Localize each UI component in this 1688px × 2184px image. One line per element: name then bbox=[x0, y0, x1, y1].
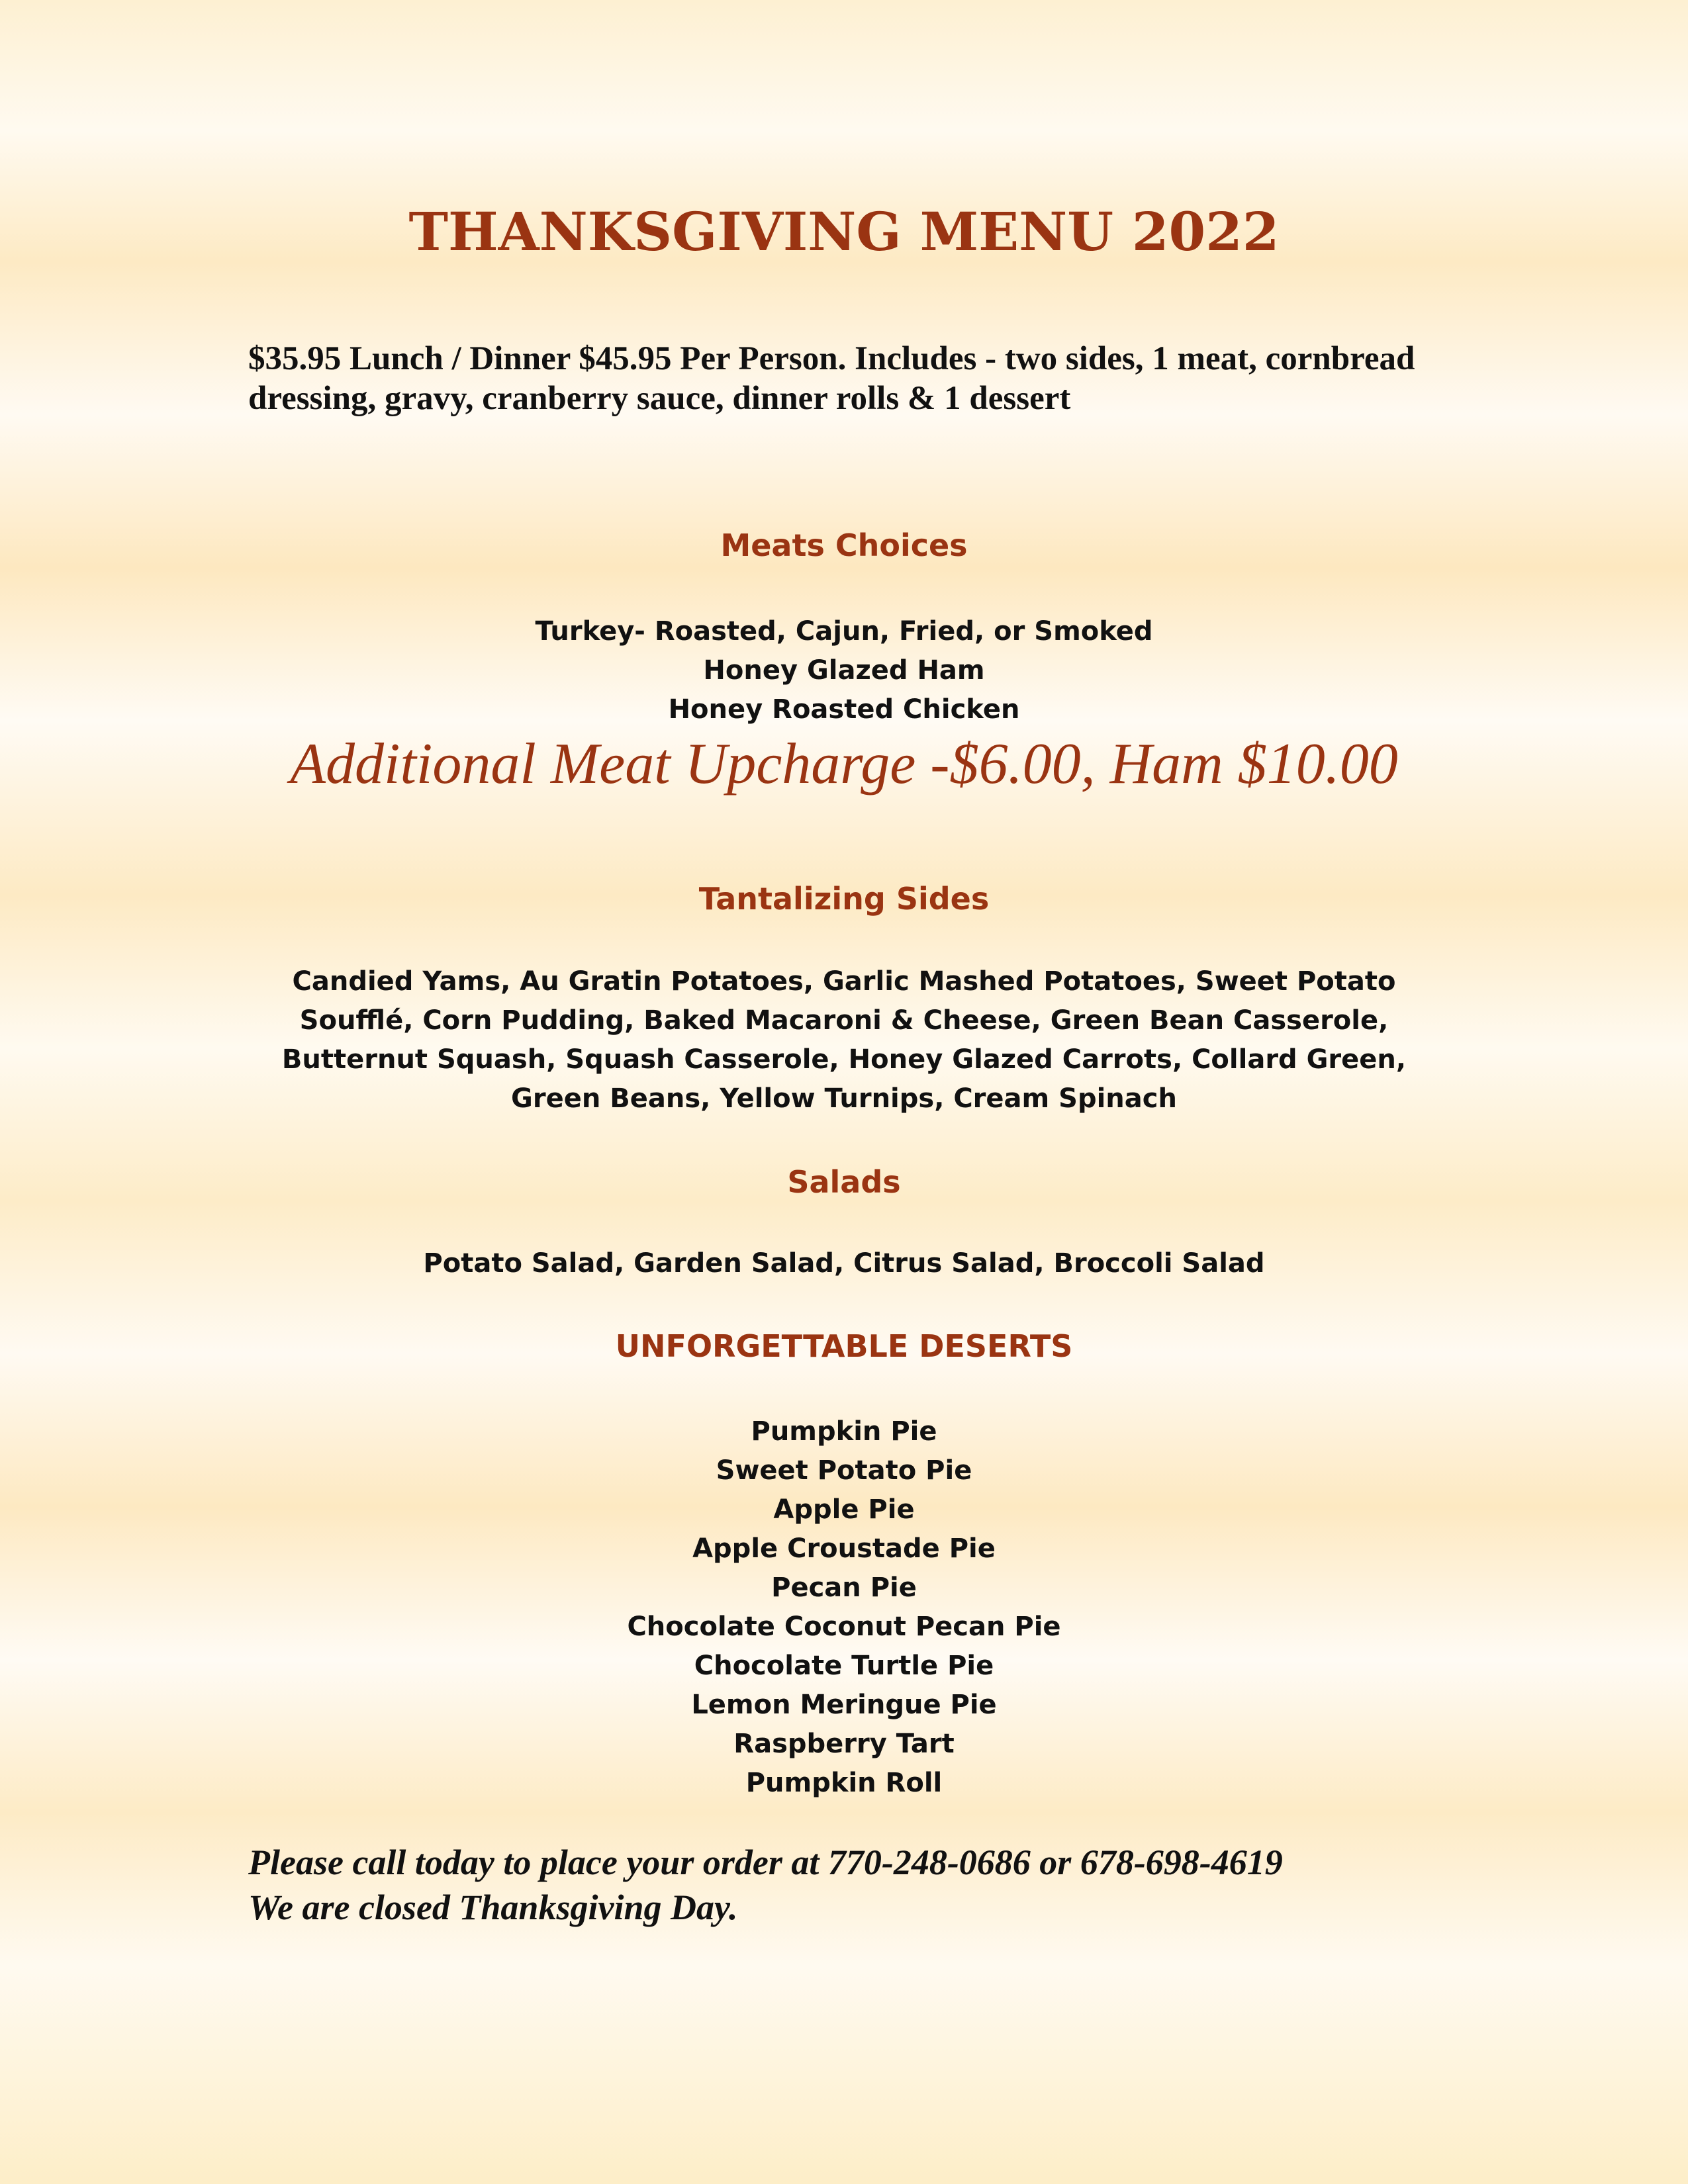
call-to-order: Please call today to place your order at 770-248-0686 or 678-698-4619 bbox=[248, 1843, 1283, 1882]
salads-list: Potato Salad, Garden Salad, Citrus Salad, Broccoli Salad bbox=[423, 1248, 1265, 1279]
list-item: Pecan Pie bbox=[771, 1572, 917, 1603]
list-item: Apple Croustade Pie bbox=[692, 1533, 996, 1564]
list-item: Chocolate Coconut Pecan Pie bbox=[627, 1612, 1061, 1642]
list-item: Turkey- Roasted, Cajun, Fried, or Smoked bbox=[535, 616, 1153, 647]
meat-upcharge-note: Additional Meat Upcharge -$6.00, Ham $10.00 bbox=[290, 732, 1398, 796]
list-item: Honey Roasted Chicken bbox=[668, 694, 1020, 725]
salads-heading: Salads bbox=[787, 1164, 901, 1200]
list-item: Chocolate Turtle Pie bbox=[694, 1651, 994, 1681]
list-item: Lemon Meringue Pie bbox=[691, 1690, 997, 1720]
list-item: Honey Glazed Ham bbox=[703, 655, 985, 686]
meats-list bbox=[0, 612, 1688, 729]
list-item: Pumpkin Roll bbox=[745, 1768, 943, 1798]
list-item: Apple Pie bbox=[773, 1494, 915, 1525]
closed-notice: We are closed Thanksgiving Day. bbox=[248, 1888, 738, 1927]
sides-list: Candied Yams, Au Gratin Potatoes, Garlic Mashed Potatoes, Sweet Potato Soufflé, Corn Pudding, Baked Macaroni & Cheese, Green Bean Casserole, Butternut Squash, Squash Casserole, Honey Glazed Carrots, Collard Green, Green Beans, Yellow Turnips, Cream Spinach bbox=[281, 966, 1407, 1114]
list-item: Pumpkin Pie bbox=[751, 1416, 937, 1447]
sides-heading: Tantalizing Sides bbox=[698, 881, 990, 917]
list-item: Sweet Potato Pie bbox=[716, 1455, 972, 1486]
page-title: THANKSGIVING MENU 2022 bbox=[408, 201, 1280, 263]
order-info bbox=[248, 1840, 1506, 1930]
desserts-list bbox=[0, 1412, 1688, 1803]
list-item: Raspberry Tart bbox=[733, 1729, 955, 1759]
pricing-intro: $35.95 Lunch / Dinner $45.95 Per Person. Includes - two sides, 1 meat, cornbread dressing, gravy, cranberry sauce, dinner rolls & 1 dessert bbox=[248, 340, 1415, 417]
meats-heading: Meats Choices bbox=[720, 527, 968, 563]
desserts-heading: UNFORGETTABLE DESERTS bbox=[615, 1328, 1073, 1364]
